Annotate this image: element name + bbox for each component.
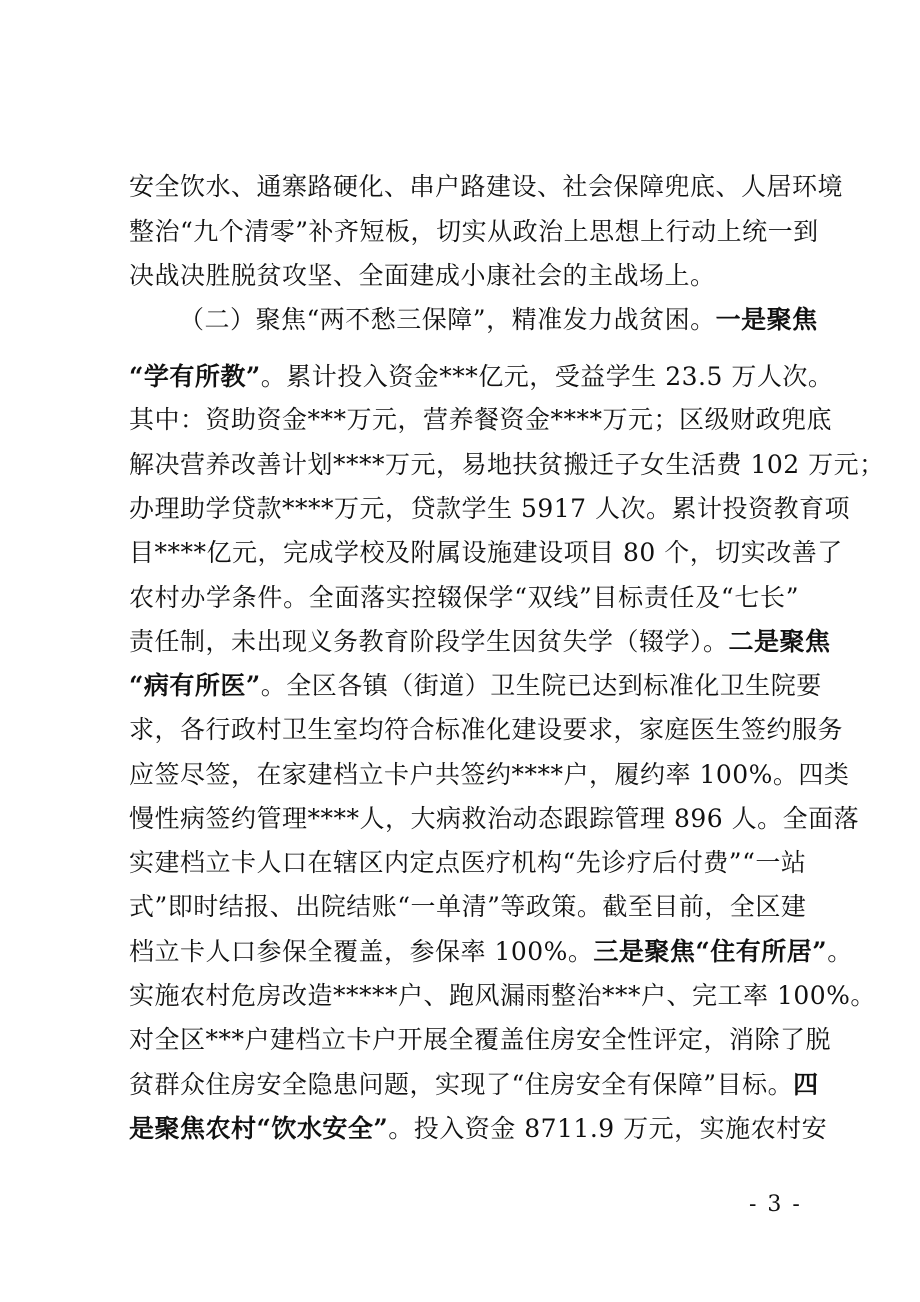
text-run: 安全饮水、通寨路硬化、串户路建设、社会保障兜底、人居环境 [129, 172, 844, 201]
text-run: 应签尽签，在家建档立卡户共签约****户，履约率 100%。四类 [129, 760, 850, 789]
text-run: 实建档立卡人口在辖区内定点医疗机构“先诊疗后付费”“一站 [129, 848, 807, 877]
text-line [129, 753, 850, 797]
text-run: 贫群众住房安全隐患问题，实现了“住房安全有保障”目标。 [129, 1070, 794, 1099]
text-run: 。全区各镇（街道）卫生院已达到标准化卫生院要 [260, 671, 822, 700]
text-run: 对全区***户建档立卡户开展全覆盖住房安全性评定，消除了脱 [129, 1025, 832, 1054]
text-line [129, 664, 822, 708]
text-line [129, 531, 843, 575]
text-line [129, 165, 844, 209]
bold-text-run: 四 [793, 1070, 819, 1099]
text-line [129, 930, 853, 974]
text-run: 农村办学条件。全面落实控辍保学“双线”目标责任及“七长” [129, 583, 799, 612]
text-line [129, 398, 833, 442]
text-line [129, 443, 885, 487]
text-run: 档立卡人口参保全覆盖，参保率 100%。 [129, 937, 594, 966]
text-line [129, 355, 834, 399]
text-line [129, 620, 831, 664]
text-run: 决战决胜脱贫攻坚、全面建成小康社会的主战场上。 [129, 261, 716, 290]
text-run: 慢性病签约管理****人，大病救治动态跟踪管理 896 人。全面落 [129, 804, 860, 833]
text-run: 整治“九个清零”补齐短板，切实从政治上思想上行动上统一到 [129, 217, 819, 246]
text-run: 办理助学贷款****万元，贷款学生 5917 人次。累计投资教育项 [129, 494, 851, 523]
text-line [129, 1018, 832, 1062]
text-line [129, 210, 819, 254]
text-line [129, 254, 716, 298]
text-run: 式”即时结报、出院结账“一单清”等政策。截至目前，全区建 [129, 892, 807, 921]
text-line [129, 1107, 828, 1151]
text-line [129, 841, 807, 885]
text-line [129, 1063, 819, 1107]
bold-text-run: 一是聚焦 [715, 305, 818, 334]
text-line [129, 885, 807, 929]
text-line [129, 708, 844, 752]
text-run: 求，各行政村卫生室均符合标准化建设要求，家庭医生签约服务 [129, 715, 844, 744]
text-run: 。 [827, 937, 853, 966]
text-run: 其中：资助资金***万元，营养餐资金****万元；区级财政兜底 [129, 405, 833, 434]
text-line [129, 974, 876, 1018]
bold-text-run: “病有所医” [129, 671, 261, 700]
bold-text-run: 二是聚焦 [728, 627, 831, 656]
text-run: 责任制，未出现义务教育阶段学生因贫失学（辍学）。 [129, 627, 729, 656]
text-run: 。投入资金 8711.9 万元，实施农村安 [388, 1114, 828, 1143]
text-line [129, 487, 851, 531]
bold-text-run: 三是聚焦“住有所居” [593, 937, 828, 966]
page-number: - 3 - [749, 1192, 802, 1217]
text-line [129, 797, 860, 841]
text-run: 。累计投入资金***亿元，受益学生 23.5 万人次。 [260, 362, 834, 391]
text-run: 目****亿元，完成学校及附属设施建设项目 80 个，切实改善了 [129, 538, 843, 567]
text-line [129, 576, 799, 620]
text-run: 实施农村危房改造*****户、跑风漏雨整治***户、完工率 100%。 [129, 981, 876, 1010]
bold-text-run: “学有所教” [129, 362, 261, 391]
text-run: （二）聚焦“两不愁三保障”，精准发力战贫困。 [179, 305, 716, 334]
text-run: 解决营养改善计划****万元，易地扶贫搬迁子女生活费 102 万元； [129, 450, 885, 479]
text-line [179, 298, 818, 342]
bold-text-run: 是聚焦农村“饮水安全” [129, 1114, 389, 1143]
